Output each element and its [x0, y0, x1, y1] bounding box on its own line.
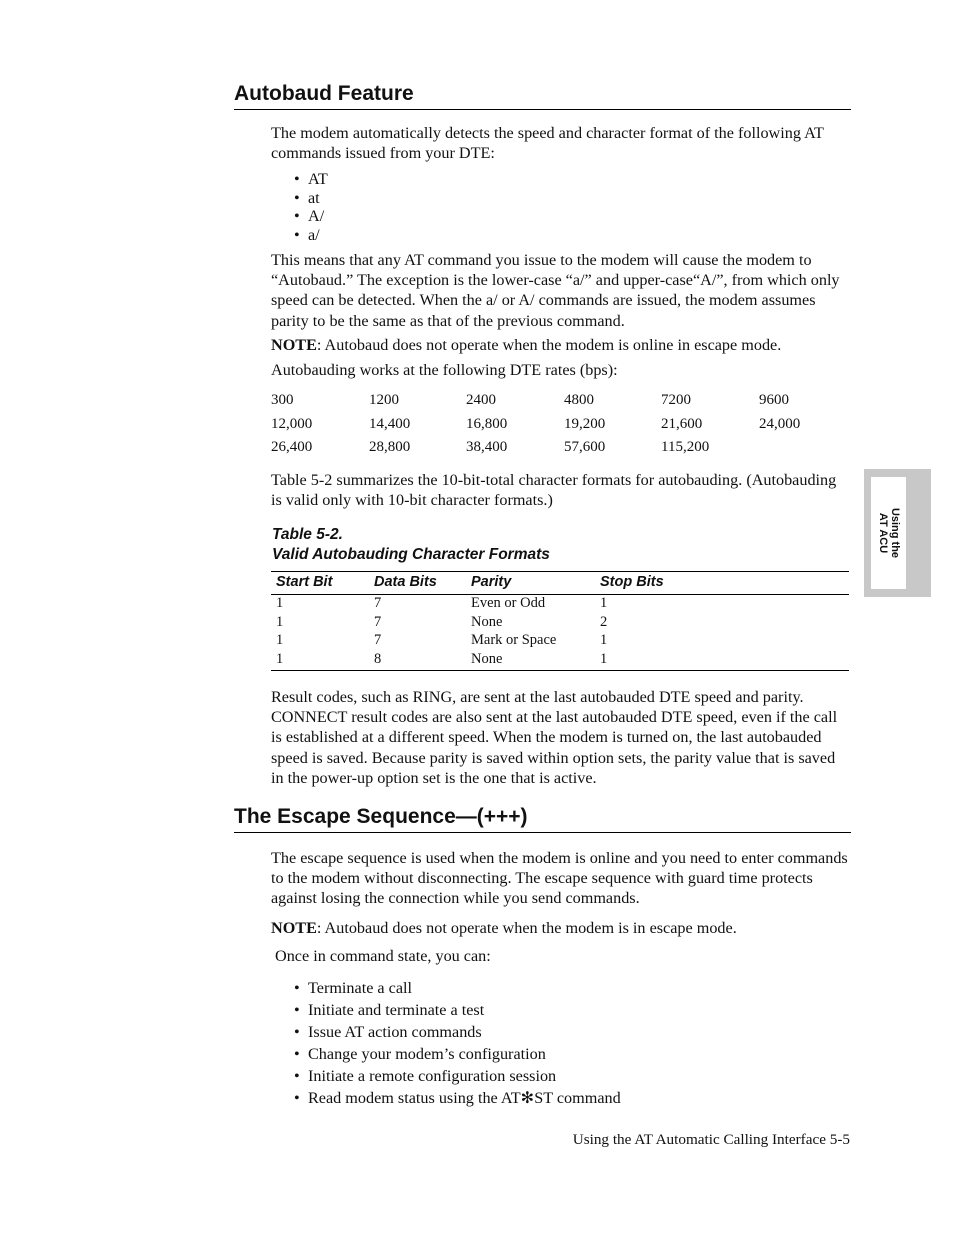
table-cell: 8 — [374, 651, 382, 668]
rate-value: 14,400 — [369, 415, 411, 432]
autobaud-explanation: This means that any AT command you issue to the modem will cause the modem to “Autobaud.” The exception is the lower-case “a/” and upper-case“A/”, from which only speed can be detected. When the a/ or A/ commands are issued, the modem assumes parity to be the same as that of the previous command. — [271, 251, 840, 330]
list-item: • Change your modem’s configuration — [294, 1043, 621, 1065]
rate-value: 57,600 — [564, 439, 606, 455]
list-item: • Initiate a remote configuration session — [294, 1065, 621, 1087]
table-row — [271, 632, 849, 651]
chapter-thumb-tab — [864, 469, 931, 597]
rate-value: 2400 — [466, 392, 496, 408]
table-header: Start Bit — [276, 574, 333, 590]
section-heading-autobaud: Autobaud Feature — [234, 82, 851, 110]
list-item: • AT — [294, 170, 328, 189]
list-item: • Read modem status using the AT✻ST command — [294, 1087, 621, 1109]
section-heading-escape-sequence: The Escape Sequence—(+++) — [234, 805, 851, 833]
table-cell: 1 — [276, 651, 284, 668]
list-item: • a/ — [294, 226, 328, 245]
rate-value: 26,400 — [271, 439, 313, 455]
table-header: Parity — [471, 574, 512, 590]
note-label: NOTE — [271, 919, 317, 937]
rate-value: 115,200 — [661, 439, 710, 455]
table-header: Stop Bits — [600, 574, 664, 590]
list-item: • Initiate and terminate a test — [294, 999, 621, 1021]
table-cell: 2 — [600, 613, 608, 630]
thumb-tab-label — [877, 508, 901, 558]
table-cell: 1 — [600, 651, 608, 668]
rate-value: 4800 — [564, 392, 594, 408]
rate-value: 16,800 — [466, 415, 508, 432]
note-text: : Autobaud does not operate when the modem is in escape mode. — [316, 919, 737, 937]
rate-value: 19,200 — [564, 415, 606, 432]
rate-value: 21,600 — [661, 415, 703, 432]
command-state-actions — [294, 977, 621, 1109]
table-cell: 1 — [600, 595, 608, 611]
thumb-tab-line: Using the — [889, 507, 901, 559]
table-cell: Even or Odd — [471, 595, 546, 611]
table-cell: 1 — [276, 595, 284, 611]
table-title: Valid Autobauding Character Formats — [272, 545, 550, 563]
table-cell: None — [471, 613, 503, 630]
table-cell: 7 — [374, 632, 382, 649]
table-caption — [272, 525, 550, 564]
autobaud-note — [271, 335, 851, 355]
list-item: • Issue AT action commands — [294, 1021, 621, 1043]
autobaud-command-list — [294, 170, 328, 245]
table-cell: Mark or Space — [471, 632, 557, 649]
rate-value: 12,000 — [271, 415, 313, 432]
rates-intro: Autobauding works at the following DTE rates (bps): — [271, 361, 618, 379]
table-row — [271, 614, 849, 633]
table-cell: 7 — [374, 613, 382, 630]
rate-value: 9600 — [759, 392, 789, 408]
thumb-tab-label-box — [871, 477, 906, 589]
table-cell: None — [471, 651, 503, 668]
thumb-tab-line: AT ACU — [877, 512, 889, 554]
table-number: Table 5-2. — [272, 526, 343, 543]
autobaud-intro: The modem automatically detects the speed and character format of the following AT commands issued from your DTE: — [271, 124, 824, 163]
table-cell: 7 — [374, 595, 382, 611]
rate-value: 7200 — [661, 392, 691, 408]
rate-value: 24,000 — [759, 415, 801, 432]
note-text: : Autobaud does not operate when the modem is online in escape mode. — [316, 336, 782, 354]
escape-note — [271, 918, 851, 938]
table-cell: 1 — [276, 632, 284, 649]
table-cell: 1 — [600, 632, 608, 649]
list-item: • A/ — [294, 207, 328, 226]
table-header-row — [271, 572, 849, 595]
table-row — [271, 651, 849, 670]
table-summary: Table 5-2 summarizes the 10-bit-total character formats for autobauding. (Autobauding is valid only with 10-bit character formats.) — [271, 471, 837, 510]
list-item: • at — [294, 189, 328, 208]
note-label: NOTE — [271, 336, 317, 354]
rate-value: 1200 — [369, 392, 399, 408]
table-row — [271, 595, 849, 614]
rate-value: 38,400 — [466, 439, 508, 455]
escape-intro: The escape sequence is used when the modem is online and you need to enter commands to the modem without disconnecting. The escape sequence with guard time protects against losing the connection while you send commands. — [271, 849, 848, 908]
table-header: Data Bits — [374, 574, 437, 590]
rate-value: 300 — [271, 392, 294, 408]
command-state-intro: Once in command state, you can: — [275, 947, 491, 965]
page-footer: Using the AT Automatic Calling Interface 5-5 — [572, 1131, 850, 1148]
result-codes-paragraph: Result codes, such as RING, are sent at the last autobauded DTE speed and parity. CONNECT result codes are also sent at the last autobauded DTE speed, even if the call is established at a different speed. When the modem is turned on, the last autobauded speed is saved. Because parity is saved within option sets, the parity value that is saved in the power-up option set is the one that is active. — [271, 688, 838, 787]
list-item: • Terminate a call — [294, 977, 621, 999]
rate-value: 28,800 — [369, 439, 411, 455]
table-cell: 1 — [276, 613, 284, 630]
character-formats-table — [271, 571, 849, 671]
